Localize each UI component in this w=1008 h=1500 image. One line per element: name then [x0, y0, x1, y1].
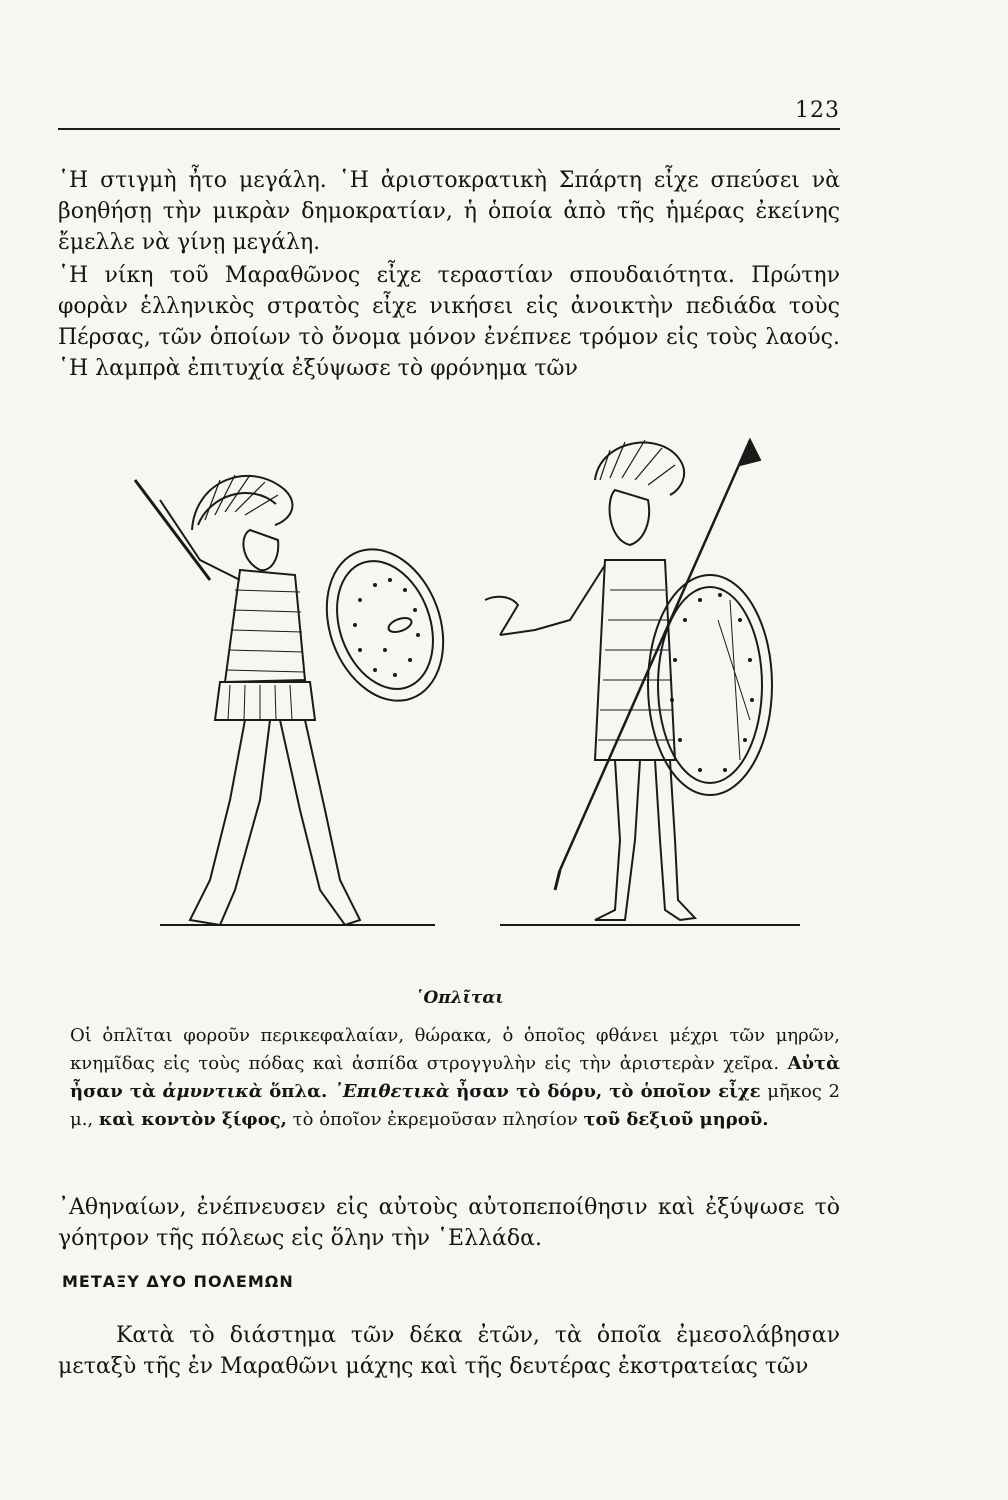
description-part-3: τὸ ὁποῖον ἐκρεμοῦσαν πλησίον: [286, 1109, 584, 1130]
paragraph-3: ᾿Αθηναίων, ἐνέπνευσεν εἰς αὐτοὺς αὐτοπεποίθησιν καὶ ἐξύψωσε τὸ γόητρον τῆς πόλεως εἰς ὅλην τὴν ῾Ελλάδα.: [58, 1195, 840, 1251]
description-bold-2: ὅπλα.: [269, 1081, 328, 1102]
hoplites-illustration: [100, 420, 840, 960]
paragraph-2: ῾Η νίκη τοῦ Μαραθῶνος εἶχε τεραστίαν σπουδαιότητα. Πρώτην φορὰν ἑλληνικὸς στρατὸς εἶχε νικήσει εἰς ἀνοικτὴν πεδιάδα τοὺς Πέρσας, τῶν ὁποίων τὸ ὄνομα μόνον ἐνέπνεε τρόμον εἰς τοὺς λαούς. ῾Η λαμπρὰ ἐπιτυχία ἐξύψωσε τὸ φρόνημα τῶν: [58, 263, 840, 381]
paragraph-4: Κατὰ τὸ διάστημα τῶν δέκα ἐτῶν, τὰ ὁποῖα ἐμεσολάβησαν μεταξὺ τῆς ἐν Μαραθῶνι μάχης καὶ τῆς δευτέρας ἐκστρατείας τῶν: [58, 1323, 840, 1379]
description-bold-3: ἦσαν τὸ δόρυ, τὸ ὁποῖον εἶχε: [456, 1081, 761, 1102]
description-italic-1: ἀμυντικὰ: [162, 1081, 263, 1102]
right-hoplite-figure: [485, 440, 800, 925]
description-part-1: Οἱ ὁπλῖται φοροῦν περικεφαλαίαν, θώρακα, ὁ ὁποῖος φθάνει μέχρι τῶν μηρῶν, κνημῖδας εἰς τοὺς πόδας καὶ ἀσπίδα στρογγυλὴν εἰς τὴν ἀριστερὰν χεῖρα.: [70, 1025, 840, 1074]
description-italic-2: ᾿Επιθετικὰ: [333, 1081, 450, 1102]
description-bold-5: τοῦ δεξιοῦ μηροῦ.: [583, 1109, 769, 1130]
page-number: 123: [795, 98, 840, 123]
paragraph-1: ῾Η στιγμὴ ἦτο μεγάλη. ῾Η ἀριστοκρατικὴ Σπάρτη εἶχε σπεύσει νὰ βοηθήσῃ τὴν μικρὰν δημοκρατίαν, ἡ ὁποία ἀπὸ τῆς ἡμέρας ἐκείνης ἔμελλε νὰ γίνῃ μεγάλη.: [58, 168, 840, 255]
description-bold-1: Αὐτὰ ἦσαν τὰ: [70, 1053, 840, 1102]
figure-description: [70, 1022, 840, 1134]
header-rule: [58, 128, 840, 130]
section-heading: ΜΕΤΑΞΥ ΔΥΟ ΠΟΛΕΜΩΝ: [62, 1272, 294, 1291]
left-hoplite-figure: [135, 475, 463, 925]
description-part-2: μῆκος 2 μ.,: [70, 1081, 840, 1130]
description-bold-4: καὶ κοντὸν ξίφος,: [98, 1109, 287, 1130]
figure-caption: ῾Οπλῖται: [415, 988, 504, 1008]
